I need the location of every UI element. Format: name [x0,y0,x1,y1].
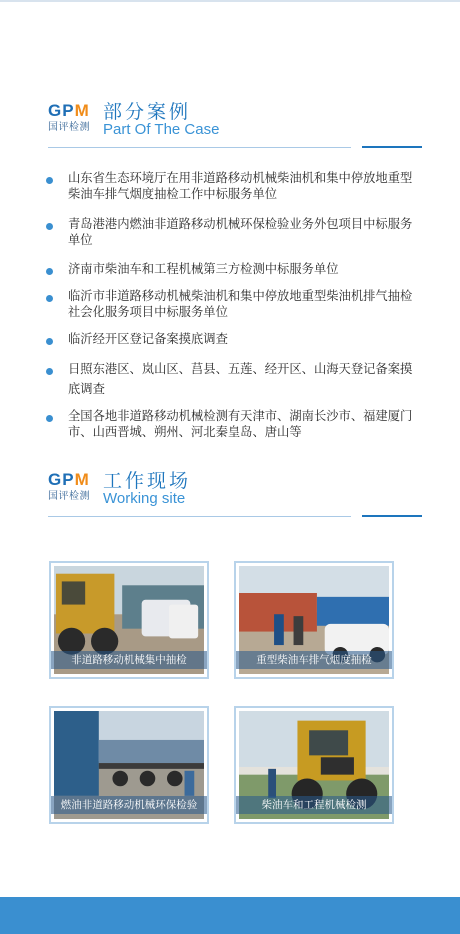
case-text: 济南市柴油车和工程机械第三方检测中标服务单位 [68,262,339,276]
bullet-dot-icon [46,223,53,230]
photo-caption: 柴油车和工程机械检测 [236,796,392,814]
site-title-en: Working site [103,490,186,507]
bullet-dot-icon [46,295,53,302]
case-text: 全国各地非道路移动机械检测有天津市、湖南长沙市、福建厦门市、山西晋城、朔州、河北秦皇岛、唐山等 [68,409,413,439]
site-photo-2 [234,561,394,679]
cases-section-header [48,101,428,151]
site-photo-4 [234,706,394,824]
cases-title-en: Part Of The Case [103,121,220,138]
gpm-logo [48,470,98,514]
photo-caption: 非道路移动机械集中抽检 [51,651,207,669]
bullet-dot-icon [46,177,53,184]
logo-m: M [74,101,90,120]
photo-caption: 重型柴油车排气烟度抽检 [236,651,392,669]
case-text: 临沂市非道路移动机械柴油机和集中停放地重型柴油机排气抽检社会化服务项目中标服务单位 [68,289,413,319]
case-text: 青岛港港内燃油非道路移动机械环保检验业务外包项目中标服务单位 [68,217,413,247]
site-photo-1 [49,561,209,679]
bullet-dot-icon [46,338,53,345]
section-divider-accent [362,146,422,148]
photo-caption: 燃油非道路移动机械环保检验 [51,796,207,814]
bottom-bar [0,897,460,934]
logo-cn: 国评检测 [48,491,90,502]
site-section-header [48,470,428,520]
site-title-cn: 工作现场 [103,470,192,492]
top-divider [0,0,460,2]
bullet-dot-icon [46,368,53,375]
logo-m: M [74,470,90,489]
site-photo-3 [49,706,209,824]
case-text: 日照东港区、岚山区、莒县、五莲、经开区、山海天登记备案摸底调查 [68,362,413,396]
section-divider [48,147,351,148]
bullet-dot-icon [46,415,53,422]
cases-title-cn: 部分案例 [103,101,192,123]
case-text: 山东省生态环境厅在用非道路移动机械柴油机和集中停放地重型柴油车排气烟度抽检工作中标服务单位 [68,171,413,201]
logo-gp: GP [48,470,75,489]
section-divider-accent [362,515,422,517]
bullet-dot-icon [46,268,53,275]
logo-cn: 国评检测 [48,122,90,133]
logo-gp: GP [48,101,75,120]
gpm-logo [48,101,98,145]
section-divider [48,516,351,517]
case-text: 临沂经开区登记备案摸底调查 [68,332,228,346]
